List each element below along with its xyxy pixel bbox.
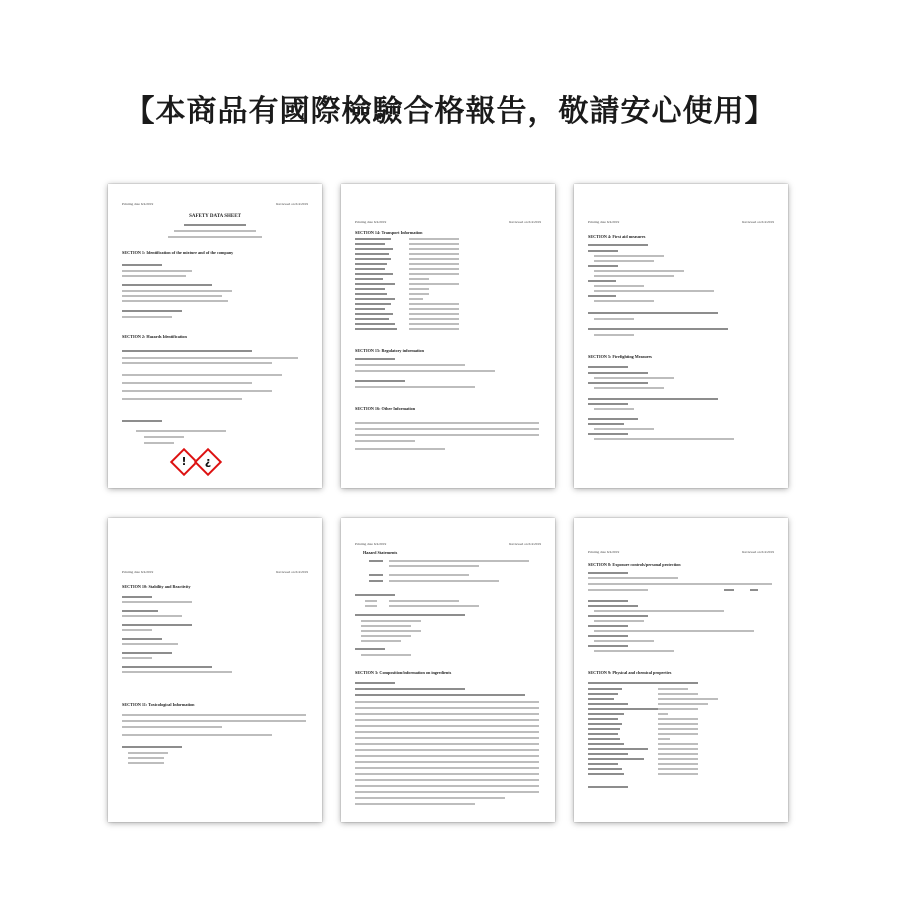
reviewed-date: Reviewed on 6/4/2019 xyxy=(276,202,308,206)
reviewed-date: Reviewed on 6/4/2019 xyxy=(276,570,308,574)
section-heading: SECTION 16: Other Information xyxy=(355,406,416,411)
printing-date: Printing date 6/4/2019 xyxy=(122,570,154,574)
section-heading: SECTION 2: Hazards Identification xyxy=(122,334,187,339)
section-heading: SECTION 9: Physical and chemical properties xyxy=(588,670,672,675)
sds-page-2 xyxy=(341,184,555,488)
section-heading: Hazard Statements xyxy=(363,550,398,555)
health-hazard-icon: ¿ xyxy=(194,448,222,476)
printing-date: Printing date 6/4/2019 xyxy=(588,550,620,554)
section-heading: SECTION 4: First aid measures xyxy=(588,234,646,239)
sds-page-5 xyxy=(341,518,555,822)
reviewed-date: Reviewed on 6/4/2019 xyxy=(742,220,774,224)
reviewed-date: Reviewed on 6/4/2019 xyxy=(509,542,541,546)
section-heading: SECTION 14: Transport Information xyxy=(355,230,423,235)
section-heading: SECTION 1: Identification of the mixture and of the company xyxy=(122,250,234,255)
printing-date: Printing date 6/4/2019 xyxy=(588,220,620,224)
page-headline: 【本商品有國際檢驗合格報告，敬請安心使用】 xyxy=(124,94,776,129)
page-header xyxy=(122,202,308,210)
printing-date: Printing date 6/4/2019 xyxy=(355,220,387,224)
sds-page-6 xyxy=(574,518,788,822)
printing-date: Printing date 6/4/2019 xyxy=(122,202,154,206)
section-heading: SECTION 10: Stability and Reactivity xyxy=(122,584,191,589)
section-heading: SECTION 3: Composition/information on ingredients xyxy=(355,670,452,675)
sds-page-4 xyxy=(108,518,322,822)
sds-page-1 xyxy=(108,184,322,488)
section-heading: SECTION 8: Exposure controls/personal protection xyxy=(588,562,681,567)
reviewed-date: Reviewed on 6/4/2019 xyxy=(742,550,774,554)
printing-date: Printing date 6/4/2019 xyxy=(355,542,387,546)
page-header xyxy=(588,220,774,228)
exclamation-hazard-icon: ! xyxy=(170,448,198,476)
document-title: SAFETY DATA SHEET xyxy=(189,214,241,219)
sds-page-3 xyxy=(574,184,788,488)
page-header xyxy=(588,550,774,558)
section-heading: SECTION 5: Firefighting Measures xyxy=(588,354,652,359)
section-heading: SECTION 15: Regulatory information xyxy=(355,348,424,353)
reviewed-date: Reviewed on 6/4/2019 xyxy=(509,220,541,224)
section-heading: SECTION 11: Toxicological Information xyxy=(122,702,195,707)
page-header xyxy=(355,542,541,550)
page-header xyxy=(355,220,541,228)
page-header xyxy=(122,570,308,578)
